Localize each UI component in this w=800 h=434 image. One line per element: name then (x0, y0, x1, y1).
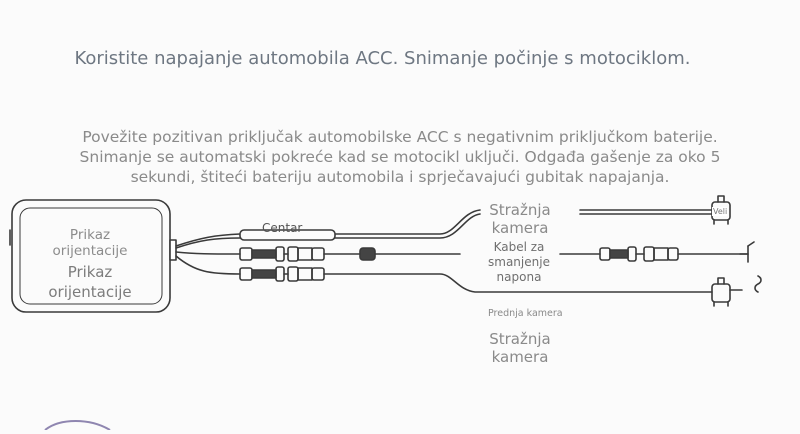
wire-end-squiggle (755, 276, 761, 292)
cable-label (478, 240, 560, 285)
unit-label-bottom-line-1: Prikaz (67, 263, 113, 281)
unit-label-top-line-1: Prikaz (69, 227, 111, 243)
front-camera-label: Prednja kamera (488, 308, 563, 319)
cable-label-line-1: Kabel za (493, 240, 545, 254)
rear-camera-top (580, 196, 730, 224)
description-line-3: sekundi, štiteći bateriju automobila i sprječavajući gubitak napajanja. (130, 168, 670, 186)
wiring-diagram (0, 190, 800, 430)
cable-label-line-2: smanjenje (488, 255, 550, 269)
unit-label-top-line-2: orijentacije (52, 243, 128, 259)
lower-cable (176, 256, 240, 274)
decorative-arc (40, 418, 120, 430)
page-heading: Koristite napajanje automobila ACC. Snimanje počinje s motociklom. (74, 48, 691, 69)
unit-label-top (40, 227, 140, 259)
rear-camera-bottom-line-1: Stražnja (489, 330, 551, 348)
connector-row-2 (240, 267, 712, 292)
description-line-1: Povežite pozitivan priključak automobilske ACC s negativnim priključkom baterije. (82, 128, 718, 146)
wiring-diagram-svg (0, 190, 800, 430)
description (40, 127, 760, 187)
cable-label-line-3: napona (496, 270, 542, 284)
mid-cable (176, 252, 240, 254)
unit-label-bottom-line-2: orijentacije (48, 283, 132, 301)
rear-camera-top-line-1: Stražnja (489, 201, 551, 219)
rear-camera-bottom-line-2: kamera (491, 348, 549, 366)
rear-camera-bottom-label (480, 330, 560, 366)
front-camera (712, 278, 742, 306)
rear-camera-top-line-2: kamera (491, 219, 549, 237)
tiny-label: Veli (713, 207, 728, 216)
description-line-2: Snimanje se automatski pokreće kad se motocikl uključi. Odgađa gašenje za oko 5 (79, 148, 721, 166)
voltage-cable-connectors (560, 242, 754, 262)
unit-label-bottom (35, 262, 145, 302)
center-label: Centar (262, 221, 303, 235)
rear-camera-top-label (480, 201, 560, 237)
connector-row-1 (240, 247, 460, 261)
